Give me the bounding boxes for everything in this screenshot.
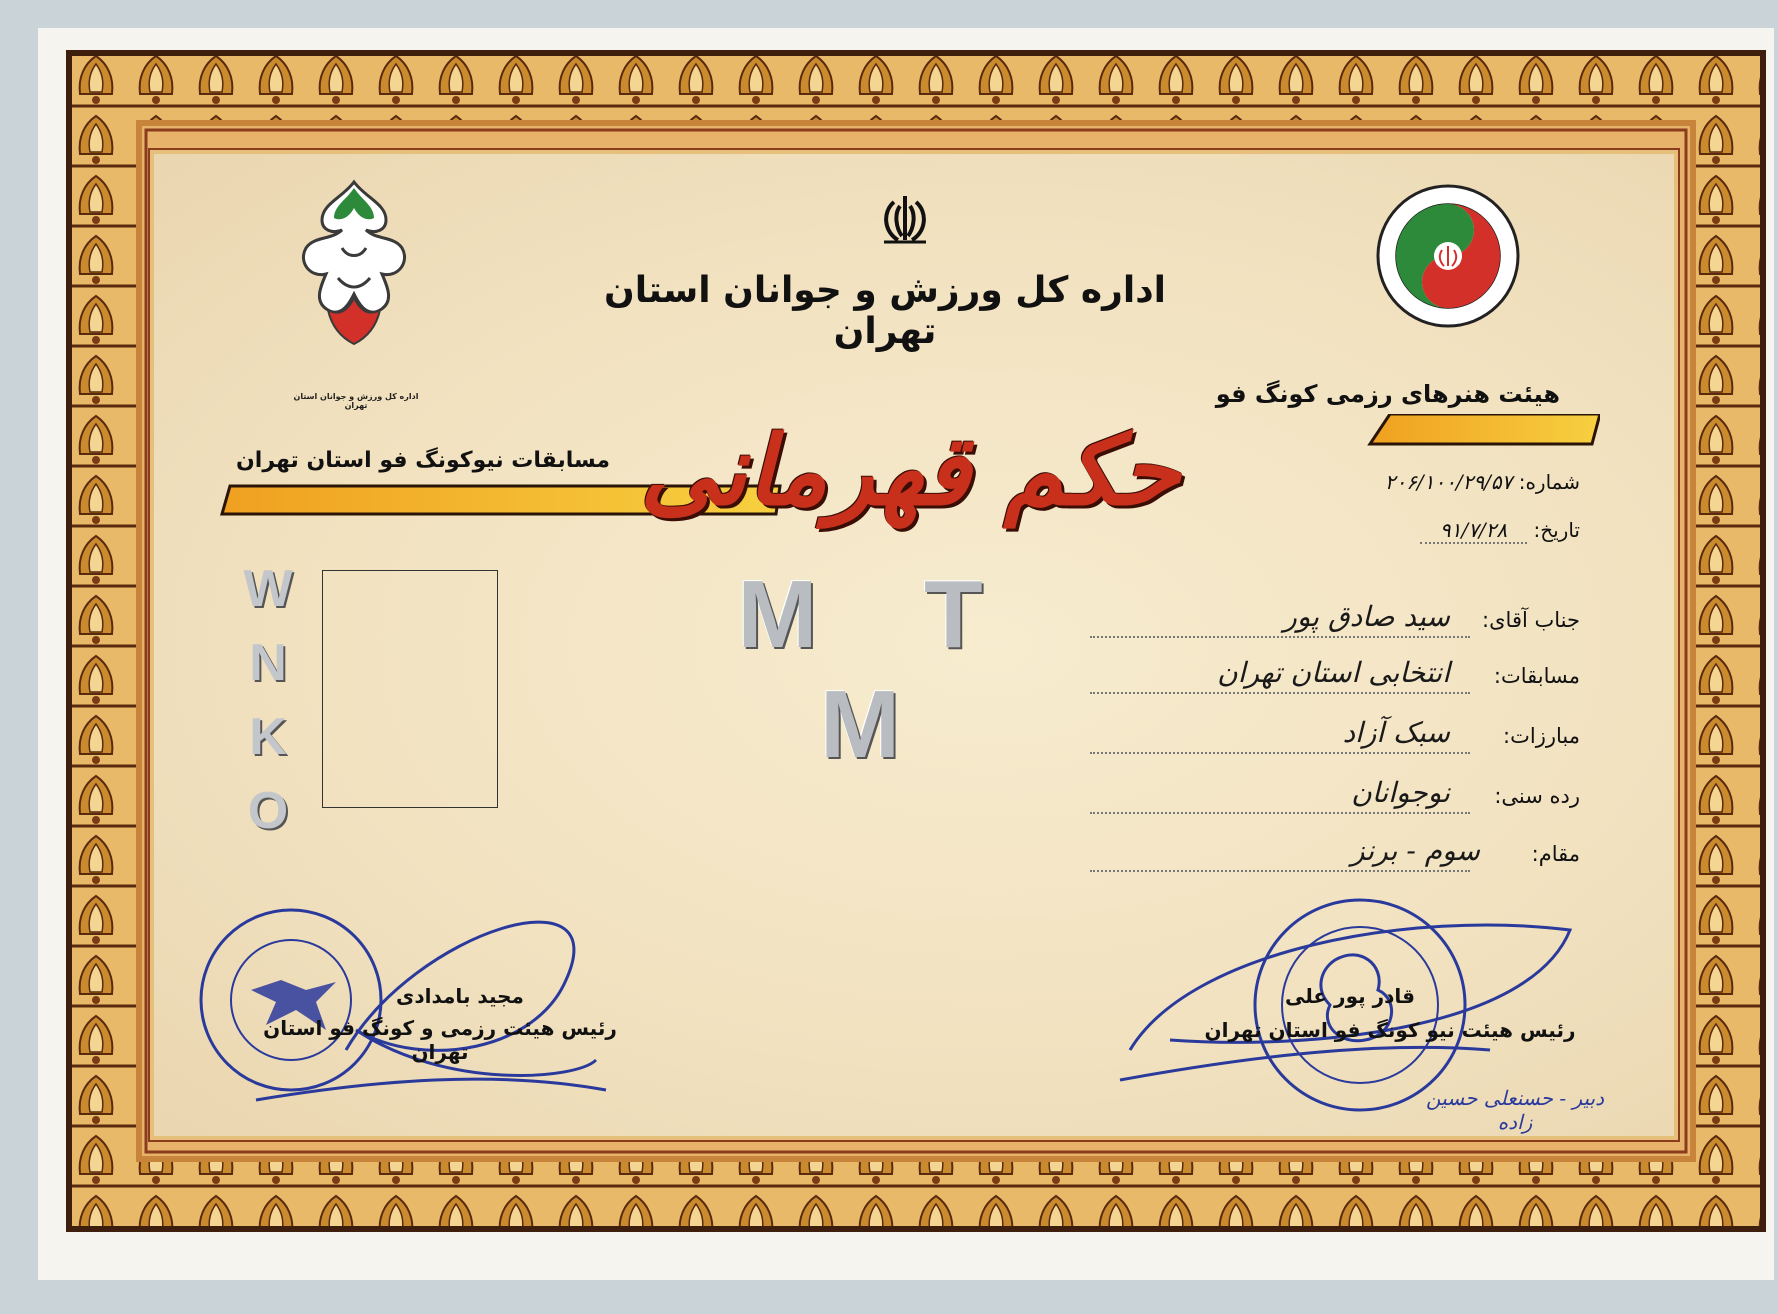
date-line: [1330, 518, 1580, 542]
number-line: [1330, 470, 1580, 494]
left-signer-name: مجید بامدادی: [396, 984, 524, 1008]
field-label: مبارزات:: [1503, 724, 1580, 748]
left-logo-caption: اداره کل ورزش و جوانان استان تهران: [293, 392, 419, 410]
wnko-letter: W: [243, 560, 293, 618]
field-value: انتخابی استان تهران: [1217, 656, 1450, 689]
page-title: اداره کل ورزش و جوانان استان تهران: [603, 270, 1167, 352]
field-value: سید صادق پور: [1283, 600, 1450, 633]
wnko-letter: N: [249, 634, 287, 692]
field-rank: [1090, 834, 1580, 878]
right-signer-name: قادر پور علی: [1285, 984, 1415, 1008]
number-value: ۲۰۶/۱۰۰/۲۹/۵۷: [1384, 470, 1513, 494]
field-bouts: [1090, 716, 1580, 760]
field-value: نوجوانان: [1351, 776, 1450, 809]
wnko-letter: O: [247, 782, 289, 840]
field-age-group: [1090, 776, 1580, 820]
organization-name: هیئت هنرهای رزمی کونگ فو: [1215, 380, 1560, 408]
field-name: [1090, 600, 1580, 644]
field-label: مسابقات:: [1493, 664, 1580, 688]
wnko-letter: K: [249, 708, 287, 766]
ministry-sport-logo-icon: [292, 178, 416, 382]
right-signer-title: رئیس هیئت نیو کونگ فو استان تهران: [1204, 1018, 1576, 1042]
field-label: رده سنی:: [1494, 784, 1580, 808]
certificate-title: حکم قهرمانی: [639, 415, 1181, 527]
number-label: شماره:: [1518, 470, 1580, 494]
competition-name: مسابقات نیوکونگ فو استان تهران: [236, 448, 610, 473]
kungfu-federation-logo-icon: [1374, 182, 1522, 330]
field-value: سوم - برنز: [1350, 834, 1480, 867]
field-value: سبک آزاد: [1342, 716, 1450, 749]
photo-box: [322, 570, 498, 808]
field-label: مقام:: [1531, 842, 1580, 866]
secretary-signature: دبیر - حسنعلی حسین زاده: [1425, 1086, 1605, 1134]
iran-emblem-icon: [874, 192, 936, 246]
mtm-logo-text: M T M: [737, 561, 1023, 778]
field-competition: [1090, 656, 1580, 700]
left-signer-title: رئیس هیئت رزمی و کونگ فو استان تهران: [263, 1016, 617, 1064]
wnko-vertical-text: [238, 552, 298, 848]
date-value: ۹۱/۷/۲۸: [1420, 518, 1527, 544]
field-label: جناب آقای:: [1482, 608, 1580, 632]
date-label: تاریخ:: [1533, 518, 1580, 542]
